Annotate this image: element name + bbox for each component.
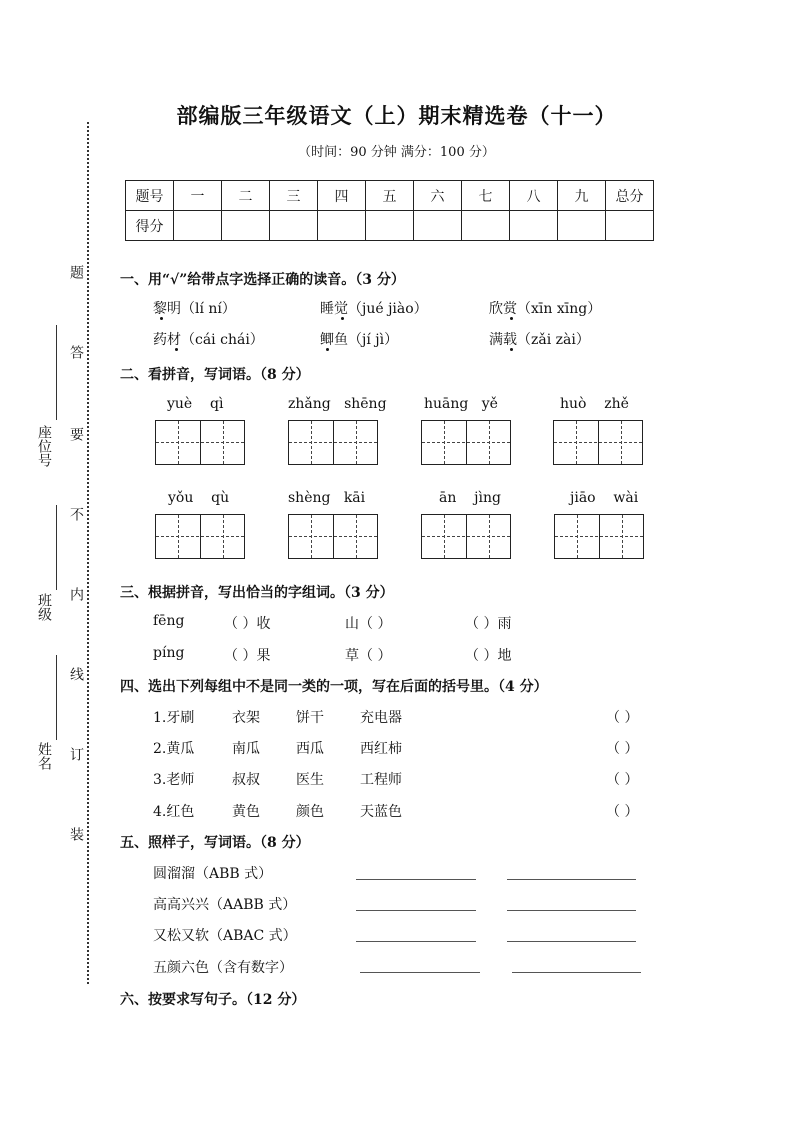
q4-word: 南瓜 xyxy=(232,741,260,757)
seal-char: 订 xyxy=(68,747,84,761)
q3-blank[interactable]: 山（ ） xyxy=(345,616,392,632)
q3-pinyin: fēng xyxy=(153,613,185,629)
pinyin-label: zhǎng shēng xyxy=(288,396,387,412)
q3-blank[interactable]: （ ）收 xyxy=(224,616,271,632)
q4-word: 西瓜 xyxy=(296,741,324,757)
binding-dotted-line xyxy=(87,122,89,984)
score-blank[interactable] xyxy=(606,211,654,241)
writing-grid[interactable] xyxy=(155,514,245,559)
question-1-title: 一、用“√”给带点字选择正确的读音。（3 分） xyxy=(120,272,405,288)
answer-line[interactable] xyxy=(356,910,476,911)
score-blank[interactable] xyxy=(222,211,270,241)
writing-grid[interactable] xyxy=(155,420,245,465)
score-blank[interactable] xyxy=(558,211,606,241)
emphasis-dot xyxy=(341,317,344,320)
score-blank[interactable] xyxy=(510,211,558,241)
score-cell: 总分 xyxy=(606,181,654,211)
score-cell: 九 xyxy=(558,181,606,211)
question-2-title: 二、看拼音，写词语。（8 分） xyxy=(120,367,310,383)
pinyin-label: huò zhě xyxy=(560,396,629,412)
score-cell: 二 xyxy=(222,181,270,211)
score-cell: 六 xyxy=(414,181,462,211)
q4-word: 2.黄瓜 xyxy=(153,741,195,757)
score-blank[interactable] xyxy=(318,211,366,241)
score-blank[interactable] xyxy=(174,211,222,241)
question-6-title: 六、按要求写句子。（12 分） xyxy=(120,992,306,1008)
seal-char: 要 xyxy=(68,427,84,441)
score-blank[interactable] xyxy=(366,211,414,241)
class-line[interactable] xyxy=(56,505,57,590)
seal-char: 内 xyxy=(68,587,84,601)
q5-example: 高高兴兴（AABB 式） xyxy=(153,897,297,913)
answer-bracket[interactable]: （ ） xyxy=(606,772,639,788)
score-blank[interactable] xyxy=(270,211,318,241)
page-title: 部编版三年级语文（上）期末精选卷（十一） xyxy=(176,103,617,128)
pinyin-label: jiāo wài xyxy=(570,490,639,506)
q3-blank[interactable]: 草（ ） xyxy=(345,648,392,664)
pinyin-label: shèng kāi xyxy=(288,490,366,506)
writing-grid[interactable] xyxy=(288,420,378,465)
pinyin-label: ān jìng xyxy=(439,490,501,506)
pinyin-label: huāng yě xyxy=(424,396,498,412)
emphasis-dot xyxy=(160,317,163,320)
answer-bracket[interactable]: （ ） xyxy=(606,710,639,726)
writing-grid[interactable] xyxy=(554,514,644,559)
q3-pinyin: píng xyxy=(153,645,185,661)
q4-word: 饼干 xyxy=(296,710,324,726)
name-line[interactable] xyxy=(56,655,57,740)
emphasis-dot xyxy=(326,348,329,351)
seal-char: 线 xyxy=(68,667,84,681)
answer-line[interactable] xyxy=(356,879,476,880)
question-3-title: 三、根据拼音，写出恰当的字组词。（3 分） xyxy=(120,585,394,601)
q1-item[interactable]: 欣赏（xīn xīng） xyxy=(489,301,602,317)
writing-grid[interactable] xyxy=(421,514,511,559)
writing-grid[interactable] xyxy=(553,420,643,465)
name-label: 姓名 xyxy=(36,742,52,770)
emphasis-dot xyxy=(175,348,178,351)
answer-line[interactable] xyxy=(512,972,641,973)
q4-word: 黄色 xyxy=(232,804,260,820)
q4-word: 1.牙刷 xyxy=(153,710,195,726)
writing-grid[interactable] xyxy=(288,514,378,559)
seal-char: 装 xyxy=(68,827,84,841)
answer-line[interactable] xyxy=(356,941,476,942)
score-blank[interactable] xyxy=(414,211,462,241)
q3-blank[interactable]: （ ）雨 xyxy=(465,616,512,632)
q4-word: 西红柿 xyxy=(360,741,402,757)
q1-item[interactable]: 鲫鱼（jí jì） xyxy=(320,332,399,348)
answer-line[interactable] xyxy=(360,972,480,973)
score-table-header-row xyxy=(126,181,654,211)
seat-number-label: 座位号 xyxy=(36,425,52,467)
question-4-title: 四、选出下列每组中不是同一类的一项，写在后面的括号里。（4 分） xyxy=(120,679,548,695)
score-cell: 八 xyxy=(510,181,558,211)
q3-blank[interactable]: （ ）果 xyxy=(224,648,271,664)
score-cell: 一 xyxy=(174,181,222,211)
score-table xyxy=(125,180,654,241)
seal-char: 题 xyxy=(68,265,84,279)
writing-grid[interactable] xyxy=(421,420,511,465)
score-label: 得分 xyxy=(126,211,174,241)
q1-item[interactable]: 满载（zǎi zài） xyxy=(489,332,590,348)
score-cell: 四 xyxy=(318,181,366,211)
pinyin-label: yuè qì xyxy=(167,396,224,412)
score-cell: 题号 xyxy=(126,181,174,211)
q5-example: 又松又软（ABAC 式） xyxy=(153,928,297,944)
score-table-score-row xyxy=(126,211,654,241)
exam-info: （时间：90 分钟 满分：100 分） xyxy=(298,145,495,160)
emphasis-dot xyxy=(510,317,513,320)
score-blank[interactable] xyxy=(462,211,510,241)
score-cell: 三 xyxy=(270,181,318,211)
q4-word: 叔叔 xyxy=(232,772,260,788)
q1-item[interactable]: 黎明（lí ní） xyxy=(153,301,236,317)
answer-bracket[interactable]: （ ） xyxy=(606,741,639,757)
q4-word: 充电器 xyxy=(360,710,402,726)
q4-word: 天蓝色 xyxy=(360,804,402,820)
answer-bracket[interactable]: （ ） xyxy=(606,804,639,820)
q4-word: 医生 xyxy=(296,772,324,788)
pinyin-label: yǒu qù xyxy=(168,490,230,506)
q4-word: 4.红色 xyxy=(153,804,195,820)
answer-line[interactable] xyxy=(507,941,636,942)
q5-example: 五颜六色（含有数字） xyxy=(153,960,293,976)
emphasis-dot xyxy=(510,348,513,351)
q4-word: 颜色 xyxy=(296,804,324,820)
q3-blank[interactable]: （ ）地 xyxy=(465,648,512,664)
q5-example: 圆溜溜（ABB 式） xyxy=(153,866,273,882)
answer-line[interactable] xyxy=(507,879,636,880)
score-cell: 五 xyxy=(366,181,414,211)
seat-number-line[interactable] xyxy=(56,325,57,420)
q4-word: 衣架 xyxy=(232,710,260,726)
q4-word: 3.老师 xyxy=(153,772,195,788)
class-label: 班级 xyxy=(36,593,52,621)
q1-item[interactable]: 睡觉（jué jiào） xyxy=(320,301,428,317)
question-5-title: 五、照样子，写词语。（8 分） xyxy=(120,835,310,851)
seal-char: 答 xyxy=(68,345,84,359)
seal-char: 不 xyxy=(68,507,84,521)
q4-word: 工程师 xyxy=(360,772,402,788)
answer-line[interactable] xyxy=(507,910,636,911)
score-cell: 七 xyxy=(462,181,510,211)
q1-item[interactable]: 药材（cái chái） xyxy=(153,332,264,348)
